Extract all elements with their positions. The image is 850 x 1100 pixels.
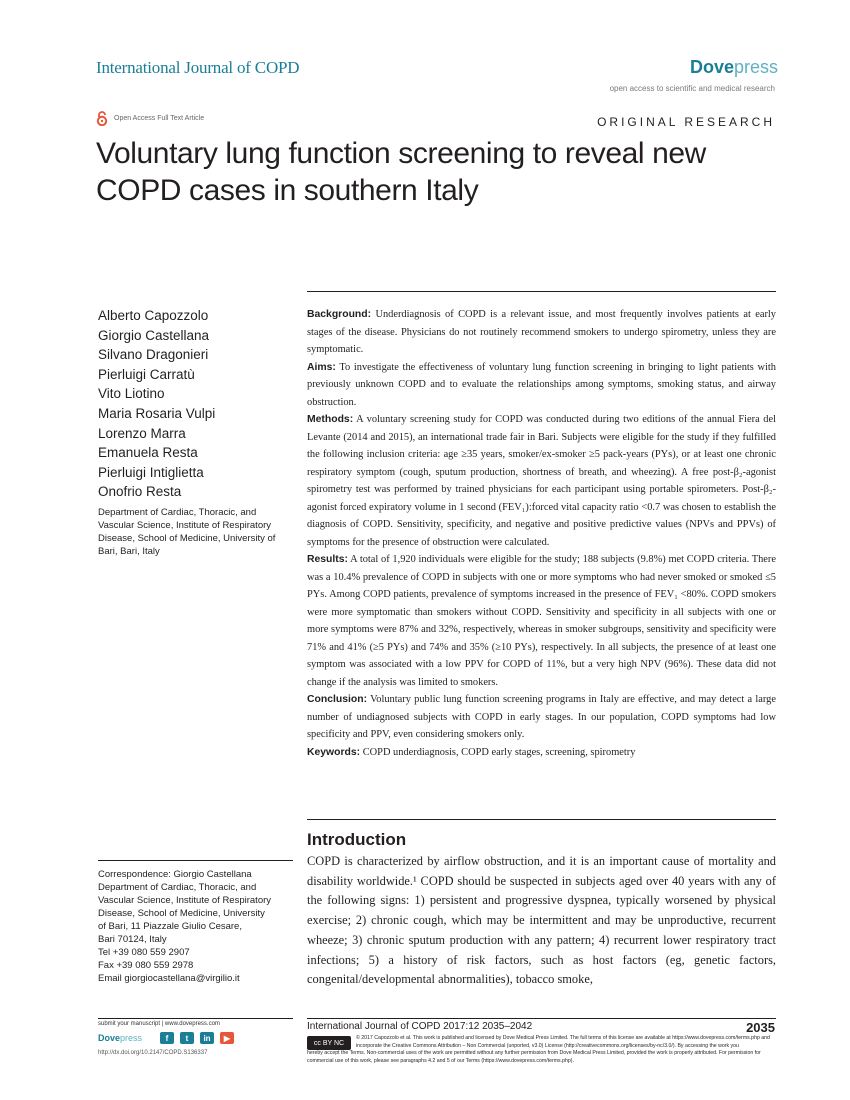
divider xyxy=(98,860,293,861)
youtube-icon[interactable]: ▶ xyxy=(220,1032,234,1044)
publisher-logo-bold: Dove xyxy=(690,57,735,77)
article-title: Voluntary lung function screening to reveal new COPD cases in southern Italy xyxy=(96,137,706,207)
license-text-continued: hereby accept the Terms. Non-commercial uses of the work are permitted without any further permission from Dove Medical Press Limited, provided the work is properly attributed. For permission for commercial use of this work, please see paragraphs 4.2 and 5 of our Terms (https://www.dovepress.com/terms.php). xyxy=(307,1050,761,1064)
correspondence-line: of Bari, 11 Piazzale Giulio Cesare, xyxy=(98,921,242,932)
submit-manuscript-link[interactable]: submit your manuscript | www.dovepress.com xyxy=(98,1021,220,1027)
author-name[interactable]: Silvano Dragonieri xyxy=(98,347,209,363)
author-name[interactable]: Maria Rosaria Vulpi xyxy=(98,405,216,421)
abstract-aims xyxy=(307,359,776,412)
author-name[interactable]: Pierluigi Intiglietta xyxy=(98,464,204,480)
license-text: © 2017 Capozzolo et al. This work is published and licensed by Dove Medical Press Limited. The full terms of this license are available at https://www.dovepress.com/terms.php and incorporate the Creative Commons Attribution – Non Commercial (unported, v3.0) License (http://creativecommons.org/licenses/by-nc/3.0/). By accessing the work you xyxy=(356,1035,770,1049)
abstract-text: Underdiagnosis of COPD is a relevant issue, and most frequently involves patients at early stages of the disease. Physicians do not routinely recommend smokers to undergo spirometry, unless they are symptomatic. xyxy=(307,309,776,355)
abstract-background xyxy=(307,306,776,359)
facebook-icon[interactable]: f xyxy=(160,1032,174,1044)
correspondence-line: Fax +39 080 559 2978 xyxy=(98,960,194,971)
author-name[interactable]: Pierluigi Carratù xyxy=(98,366,195,382)
author-name[interactable]: Onofrio Resta xyxy=(98,484,182,500)
correspondence-line: Vascular Science, Institute of Respiratory xyxy=(98,895,272,906)
abstract-text: COPD underdiagnosis, COPD early stages, screening, spirometry xyxy=(362,746,636,758)
publisher-logo-light: press xyxy=(734,57,779,77)
social-links xyxy=(160,1032,234,1044)
twitter-icon[interactable]: t xyxy=(180,1032,194,1044)
correspondence-line: Department of Cardiac, Thoracic, and xyxy=(98,882,257,893)
abstract-label: Background: xyxy=(307,309,372,320)
affiliation: Department of Cardiac, Thoracic, and Vascular Science, Institute of Respiratory Disease, School of Medicine, University of Bari, Bari, Italy xyxy=(98,507,276,557)
author-name[interactable]: Emanuela Resta xyxy=(98,445,198,461)
open-access-lock-icon xyxy=(96,111,108,126)
correspondence-email[interactable]: Email giorgiocastellana@virgilio.it xyxy=(98,973,240,984)
footer-publisher-logo[interactable] xyxy=(98,1033,142,1043)
correspondence-line: Bari 70124, Italy xyxy=(98,934,167,945)
abstract-results xyxy=(307,551,776,691)
linkedin-icon[interactable]: in xyxy=(200,1032,214,1044)
doi-link[interactable]: http://dx.doi.org/10.2147/COPD.S136337 xyxy=(98,1050,208,1056)
citation: International Journal of COPD 2017:12 2035–2042 xyxy=(307,1021,533,1032)
author-name[interactable]: Vito Liotino xyxy=(98,386,165,402)
open-access-label: Open Access Full Text Article xyxy=(114,115,205,122)
correspondence-line: Tel +39 080 559 2907 xyxy=(98,947,190,958)
creative-commons-badge-icon[interactable]: cc BY NC xyxy=(307,1036,351,1050)
introduction-text: COPD is characterized by airflow obstruction, and it is an important cause of mortality and disability worldwide.¹ COPD should be suspected in subjects aged over 40 years with any of the following signs: 1) persistent and progressive dyspnea, typically worsened by physical exercise; 2) chronic cough, which may be intermittent and may be unproductive, recurrent wheeze; 3) chronic sputum production with any pattern; 4) recurrent lower respiratory tract infections; 5) a history of risk factors, such as host factors (eg, genetic factors, congenital/developmental abnormalities), tobacco smoke, xyxy=(307,854,776,987)
abstract-label: Results: xyxy=(307,554,348,565)
correspondence-line: Disease, School of Medicine, University xyxy=(98,908,265,919)
abstract-text: A voluntary screening study for COPD was conducted during two editions of the annual Fiera del Levante (2014 and 2015), an international trade fair in Bari. Subjects were eligible for the study if they fulfilled the following inclusion criteria: age ≥35 years, smoker/ex-smoker ≥5 pack-years (PYs), or at least one chronic respiratory symptom (cough, sputum production, shortness of breath, and wheezing). A free post-β₂-agonist spirometry test was performed by trained physicians for each participant using portable spirometers. Post-β₂-agonist forced expiratory volume in 1 second (FEV₁):forced vital capacity ratio <0.7 was chosen to establish the diagnosis of COPD. Sensitivity, specificity, and negative and positive predictive values (NPVs and PPVs) of symptoms for the presence of obstruction were calculated. xyxy=(307,414,776,548)
divider xyxy=(307,1018,776,1019)
abstract-conclusion xyxy=(307,691,776,744)
abstract-label: Methods: xyxy=(307,414,354,425)
author-name[interactable]: Alberto Capozzolo xyxy=(98,308,209,323)
author-name[interactable]: Giorgio Castellana xyxy=(98,327,210,343)
divider xyxy=(98,1018,293,1019)
footer-logo-light: press xyxy=(120,1033,143,1043)
author-name[interactable]: Lorenzo Marra xyxy=(98,425,186,441)
publisher-tagline: open access to scientific and medical research xyxy=(609,84,775,93)
correspondence-block xyxy=(98,868,293,985)
abstract-label: Keywords: xyxy=(307,746,361,758)
article-type: ORIGINAL RESEARCH xyxy=(597,115,775,129)
publisher-logo[interactable] xyxy=(690,57,778,78)
correspondence-line: Correspondence: Giorgio Castellana xyxy=(98,869,252,880)
abstract-text: To investigate the effectiveness of voluntary lung function screening in bringing to light patients with previously unknown COPD and to evaluate the relationships among symptoms, smoking status, and airway obstruction. xyxy=(307,361,776,408)
journal-name: International Journal of COPD xyxy=(96,58,300,77)
abstract-label: Conclusion: xyxy=(307,694,368,705)
abstract-methods xyxy=(307,411,776,551)
abstract xyxy=(307,306,776,761)
abstract-keywords xyxy=(307,744,776,762)
page-number: 2035 xyxy=(746,1020,775,1035)
footer-logo-bold: Dove xyxy=(98,1033,121,1043)
abstract-text: Voluntary public lung function screening programs in Italy are effective, and may detect a large number of undiagnosed subjects with COPD in early stages. In our population, COPD symptoms had low specificity and PPV, even considering smokers only. xyxy=(307,694,776,740)
abstract-text: A total of 1,920 individuals were eligible for the study; 188 subjects (9.8%) met COPD criteria. There was a 10.4% prevalence of COPD in subjects with one or more symptoms who had never smoked or smoked ≤5 PYs. Among COPD patients, prevalence of symptoms increased in the presence of FEV₁ <80%. COPD smokers were more symptomatic than smokers without COPD. Sensitivity and specificity in all subjects with one or more symptoms were 87% and 32%, respectively, whereas in smoker subgroups, sensitivity and specificity were 71% and 41% (≥5 PYs) and 74% and 35% (≥10 PYs), respectively. In all subjects, the presence of at least one symptom was associated with a low PPV for COPD of 11%, but a very high NPV (96%). These data did not change if the analysis was limited to smokers. xyxy=(307,554,776,688)
author-list xyxy=(98,306,215,502)
section-heading: Introduction xyxy=(307,830,407,849)
abstract-label: Aims: xyxy=(307,361,336,373)
divider xyxy=(307,819,776,820)
divider xyxy=(307,291,776,292)
